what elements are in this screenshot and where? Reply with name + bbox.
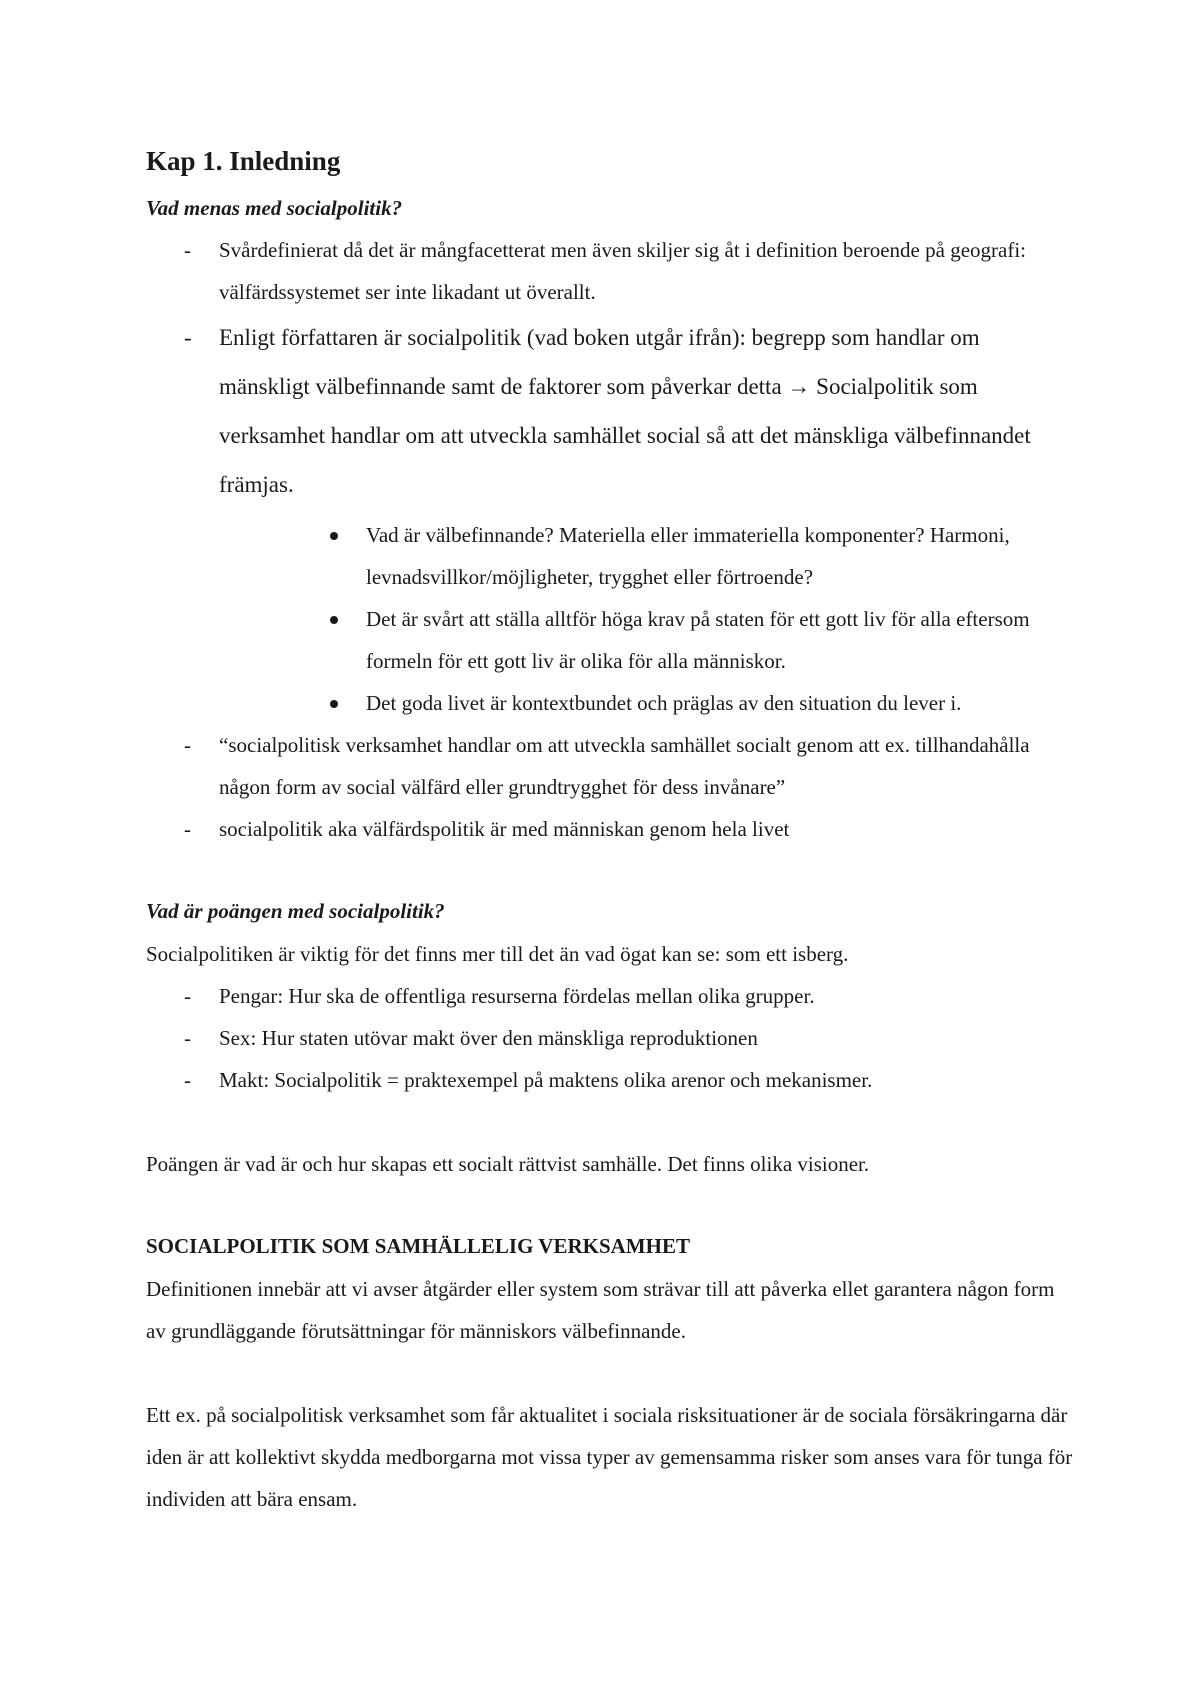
list-item — [146, 1059, 1076, 1101]
bullet-item-text: Det goda livet är kontextbundet och präglas av den situation du lever i. — [366, 691, 962, 715]
section3-paragraph: Ett ex. på socialpolitisk verksamhet som får aktualitet i sociala risksituationer är de sociala försäkringarna där iden är att kollektivt skydda medborgarna mot vissa typer av gemensamma risker som anses vara för tunga för individen att bära ensam. — [146, 1403, 1073, 1511]
list-item — [146, 975, 1076, 1017]
list-item-text: Sex: Hur staten utövar makt över den mänskliga reproduktionen — [219, 1026, 758, 1050]
list-item — [146, 1017, 1076, 1059]
section2-intro: Socialpolitiken är viktig för det finns mer till det än vad ögat kan se: som ett isberg. — [146, 942, 849, 966]
section2-heading: Vad är poängen med socialpolitik? — [146, 899, 445, 923]
dash-marker: - — [184, 984, 191, 1008]
list-item-text: Pengar: Hur ska de offentliga resurserna fördelas mellan olika grupper. — [219, 984, 815, 1008]
bullet-item — [146, 682, 1076, 724]
list-item-text: Enligt författaren är socialpolitik (vad boken utgår ifrån): begrepp som handlar om mänskligt välbefinnande samt de faktorer som påverkar detta → Socialpolitik som verksamhet handlar om att utveckla samhället social så att det mänskliga välbefinnandet främjas. — [219, 325, 1031, 497]
list-item-text: “socialpolitisk verksamhet handlar om att utveckla samhället socialt genom att ex. tillhandahålla någon form av social välfärd eller grundtrygghet för dess invånare” — [219, 733, 1030, 799]
bullet-item-text: Vad är välbefinnande? Materiella eller immateriella komponenter? Harmoni, levnadsvillkor/möjligheter, trygghet eller förtroende? — [366, 523, 1010, 589]
list-item — [146, 808, 1076, 850]
list-item — [146, 313, 1076, 509]
bullet-dot — [330, 616, 338, 624]
bullet-dot — [330, 700, 338, 708]
section3-paragraph: Definitionen innebär att vi avser åtgärder eller system som strävar till att påverka ellet garantera någon form av grundläggande förutsättningar för människors välbefinnande. — [146, 1277, 1055, 1343]
list-item-text: socialpolitik aka välfärdspolitik är med människan genom hela livet — [219, 817, 790, 841]
list-item-text: Makt: Socialpolitik = praktexempel på maktens olika arenor och mekanismer. — [219, 1068, 873, 1092]
section2-conclusion: Poängen är vad är och hur skapas ett socialt rättvist samhälle. Det finns olika visioner. — [146, 1152, 870, 1176]
bullet-dot — [330, 532, 338, 540]
list-item — [146, 229, 1076, 313]
bullet-item-text: Det är svårt att ställa alltför höga krav på staten för ett gott liv för alla eftersom formeln för ett gott liv är olika för alla människor. — [366, 607, 1030, 673]
dash-marker: - — [184, 817, 191, 841]
dash-marker: - — [184, 1068, 191, 1092]
list-item — [146, 724, 1076, 808]
section1-heading: Vad menas med socialpolitik? — [146, 196, 403, 220]
chapter-title: Kap 1. Inledning — [146, 146, 341, 176]
dash-marker: - — [184, 1026, 191, 1050]
section3-heading: SOCIALPOLITIK SOM SAMHÄLLELIG VERKSAMHET — [146, 1234, 690, 1258]
bullet-item — [146, 598, 1076, 682]
list-item-text: Svårdefinierat då det är mångfacetterat men även skiljer sig åt i definition beroende på geografi: välfärdssystemet ser inte likadant ut överallt. — [219, 238, 1026, 304]
bullet-item — [146, 514, 1076, 598]
dash-marker: - — [184, 733, 191, 757]
dash-marker: - — [184, 238, 191, 262]
dash-marker: - — [184, 325, 192, 350]
